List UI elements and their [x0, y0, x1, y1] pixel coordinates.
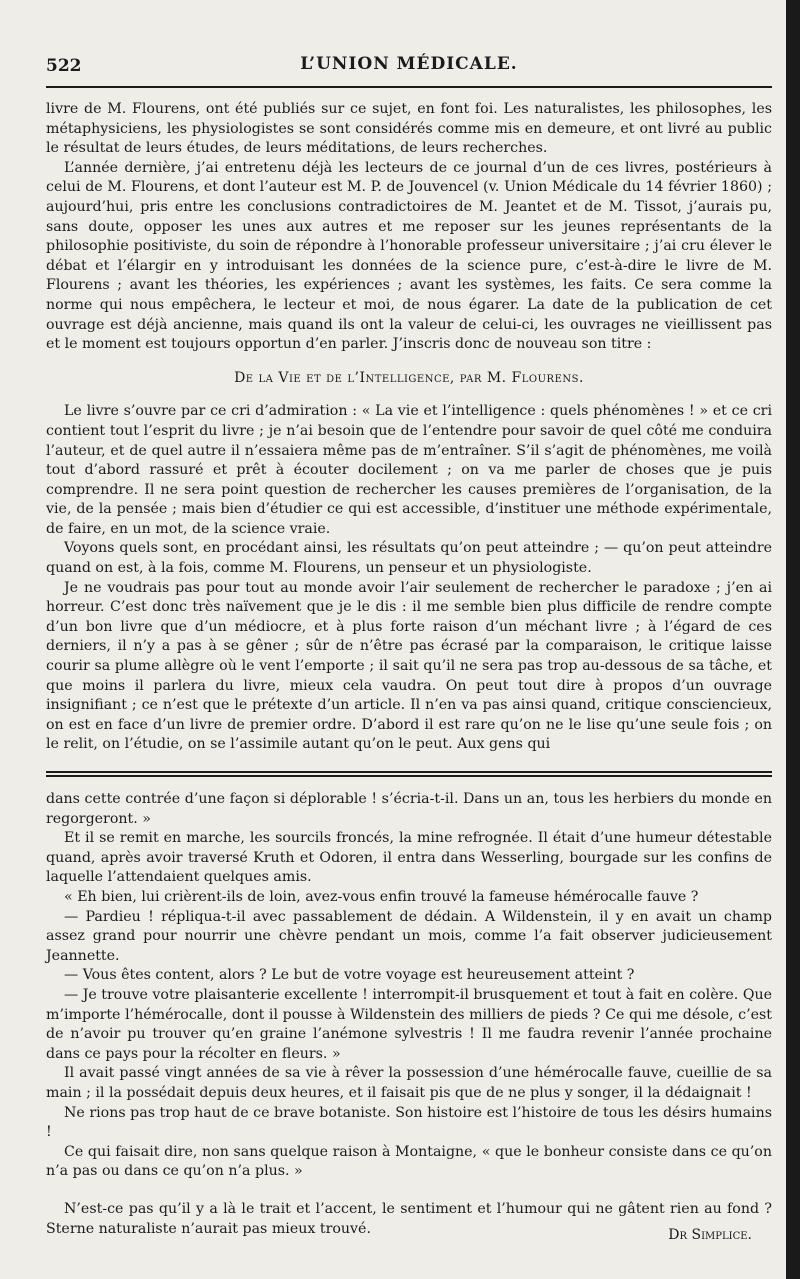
- page-number: 522: [46, 56, 82, 76]
- paragraph: Je ne voudrais pas pour tout au monde avoir l’air seulement de rechercher le paradoxe ; j’en ai horreur. C’est donc très naïvement que je le dis : il me semble bien plus difficile de rendre compte d’un bon livre que d’un médiocre, et à plus forte raison d’un méchant livre ; à l’égard de ces derniers, il n’y a pas à se gêner ; sûr de n’être pas écrasé par la comparaison, le critique laisse courir sa plume allègre où le vent l’emporte ; il sait qu’il ne sera pas trop au-dessous de sa tâche, et que moins il parlera du livre, mieux cela vaudra. On peut tout dire à propos d’un ouvrage insignifiant ; ce n’est que le prétexte d’un article. Il n’en va pas ainsi quand, critique consciencieux, on est en face d’un livre de premier ordre. D’abord il est rare qu’on ne le lise qu’une seule fois ; on le relit, on l’étudie, on se l’assimile autant qu’on le peut. Aux gens qui: [46, 579, 772, 753]
- signature: Dr Simplice.: [668, 1227, 752, 1243]
- feuilleton-divider: [46, 771, 772, 778]
- paragraph: Il avait passé vingt années de sa vie à rêver la possession d’une hémérocalle fauve, cueillie de sa main ; il la possédait depuis deux heures, et il faisait pis que de ne plus y songer, il la dédaignait !: [46, 1065, 772, 1101]
- header-rule: [46, 86, 772, 88]
- paragraph: Ne rions pas trop haut de ce brave botaniste. Son histoire est l’histoire de tous les désirs humains !: [46, 1104, 772, 1141]
- section-title: De la Vie et de l’Intelligence, par M. Flourens.: [234, 369, 584, 386]
- paragraph: — Vous êtes content, alors ? Le but de votre voyage est heureusement atteint ?: [64, 967, 635, 984]
- paragraph: dans cette contrée d’une façon si déplorable ! s’écria-t-il. Dans un an, tous les herbiers du monde en regorgeront. »: [46, 791, 772, 827]
- page-header: [46, 52, 772, 86]
- bottom-column: [46, 790, 772, 1182]
- paragraph: — Pardieu ! répliqua-t-il avec passablement de dédain. A Wildenstein, il y en avait un champ assez grand pour nourrir une chèvre pendant un mois, comme l’a fait observer judicieusement Jeannette.: [46, 908, 772, 964]
- paragraph: livre de M. Flourens, ont été publiés sur ce sujet, en font foi. Les naturalistes, les philosophes, les métaphysiciens, les physiologistes se sont considérés comme mis en demeure, et ont livré au public le résultat de leurs études, de leurs méditations, de leurs recherches.: [46, 101, 772, 157]
- paragraph: Le livre s’ouvre par ce cri d’admiration : « La vie et l’intelligence : quels phénomènes ! » et ce cri contient tout l’esprit du livre ; je n’ai besoin que de l’entendre pour savoir de quel côté me conduira l’auteur, et de quel autre il n’essaiera même pas de m’entraîner. S’il s’agit de phénomènes, me voilà tout d’abord rassuré et prêt à écouter docilement ; on va me parler de choses que je puis comprendre. Il ne sera point question de rechercher les causes premières de l’organisation, de la vie, de la pensée ; mais bien d’étudier ce qui est accessible, d’instituer une méthode expérimentale, de faire, en un mot, de la science vraie.: [46, 403, 772, 537]
- page-edge-shadow: [786, 0, 800, 1279]
- paragraph: — Je trouve votre plaisanterie excellente ! interrompit-il brusquement et tout à fait en colère. Que m’importe l’hémérocalle, dont il pousse à Wildenstein des milliers de pieds ? Ce qui me désole, c’est de n’avoir pu trouver qu’en graine l’anémone sylvestris ! Il me faudra revenir l’année prochaine dans ce pays pour la récolter en fleurs. »: [46, 986, 772, 1062]
- paragraph: Et il se remit en marche, les sourcils froncés, la mine refrognée. Il était d’une humeur détestable quand, après avoir traversé Kruth et Odoren, il entra dans Wesserling, bourgade sur les confins de laquelle l’attendaient quelques amis.: [46, 830, 772, 886]
- top-column: [46, 100, 772, 755]
- running-title: L’UNION MÉDICALE.: [300, 54, 518, 74]
- paragraph: L’année dernière, j’ai entretenu déjà les lecteurs de ce journal d’un de ces livres, postérieurs à celui de M. Flourens, et dont l’auteur est M. P. de Jouvencel (v. Union Médicale du 14 février 1860) ; aujourd’hui, pris entre les conclusions contradictoires de M. Jeantet et de M. Tissot, j’aurais pu, sans doute, opposer les unes aux autres et me reposer sur les jeunes représentants de la philosophie positiviste, du soin de répondre à l’honorable professeur universitaire ; j’ai cru élever le débat et l’élargir en y introduisant les données de la science pure, c’est-à-dire le livre de M. Flourens ; avant les théories, les expériences ; avant les systèmes, les faits. Ce sera comme la norme qui nous empêchera, le lecteur et moi, de nous égarer. La date de la publication de cet ouvrage est déjà ancienne, mais quand ils ont la valeur de celui-ci, les ouvrages ne vieillissent pas et le moment est toujours opportun d’en parler. J’inscris donc de nouveau son titre :: [46, 159, 772, 353]
- paragraph: « Eh bien, lui crièrent-ils de loin, avez-vous enfin trouvé la fameuse hémérocalle fauve ?: [64, 888, 699, 905]
- paragraph: Voyons quels sont, en procédant ainsi, les résultats qu’on peut atteindre ; — qu’on peut atteindre quand on est, à la fois, comme M. Flourens, un penseur et un physiologiste.: [46, 540, 772, 577]
- paragraph: Ce qui faisait dire, non sans quelque raison à Montaigne, « que le bonheur consiste dans ce qu’on n’a pas ou dans ce qu’on n’a plus. »: [46, 1143, 772, 1180]
- final-paragraph: N’est-ce pas qu’il y a là le trait et l’accent, le sentiment et l’humour qui ne gâtent rien au fond ? Sterne naturaliste n’aurait pas mieux trouvé.: [46, 1201, 772, 1237]
- final-paragraph-block: [46, 1200, 772, 1239]
